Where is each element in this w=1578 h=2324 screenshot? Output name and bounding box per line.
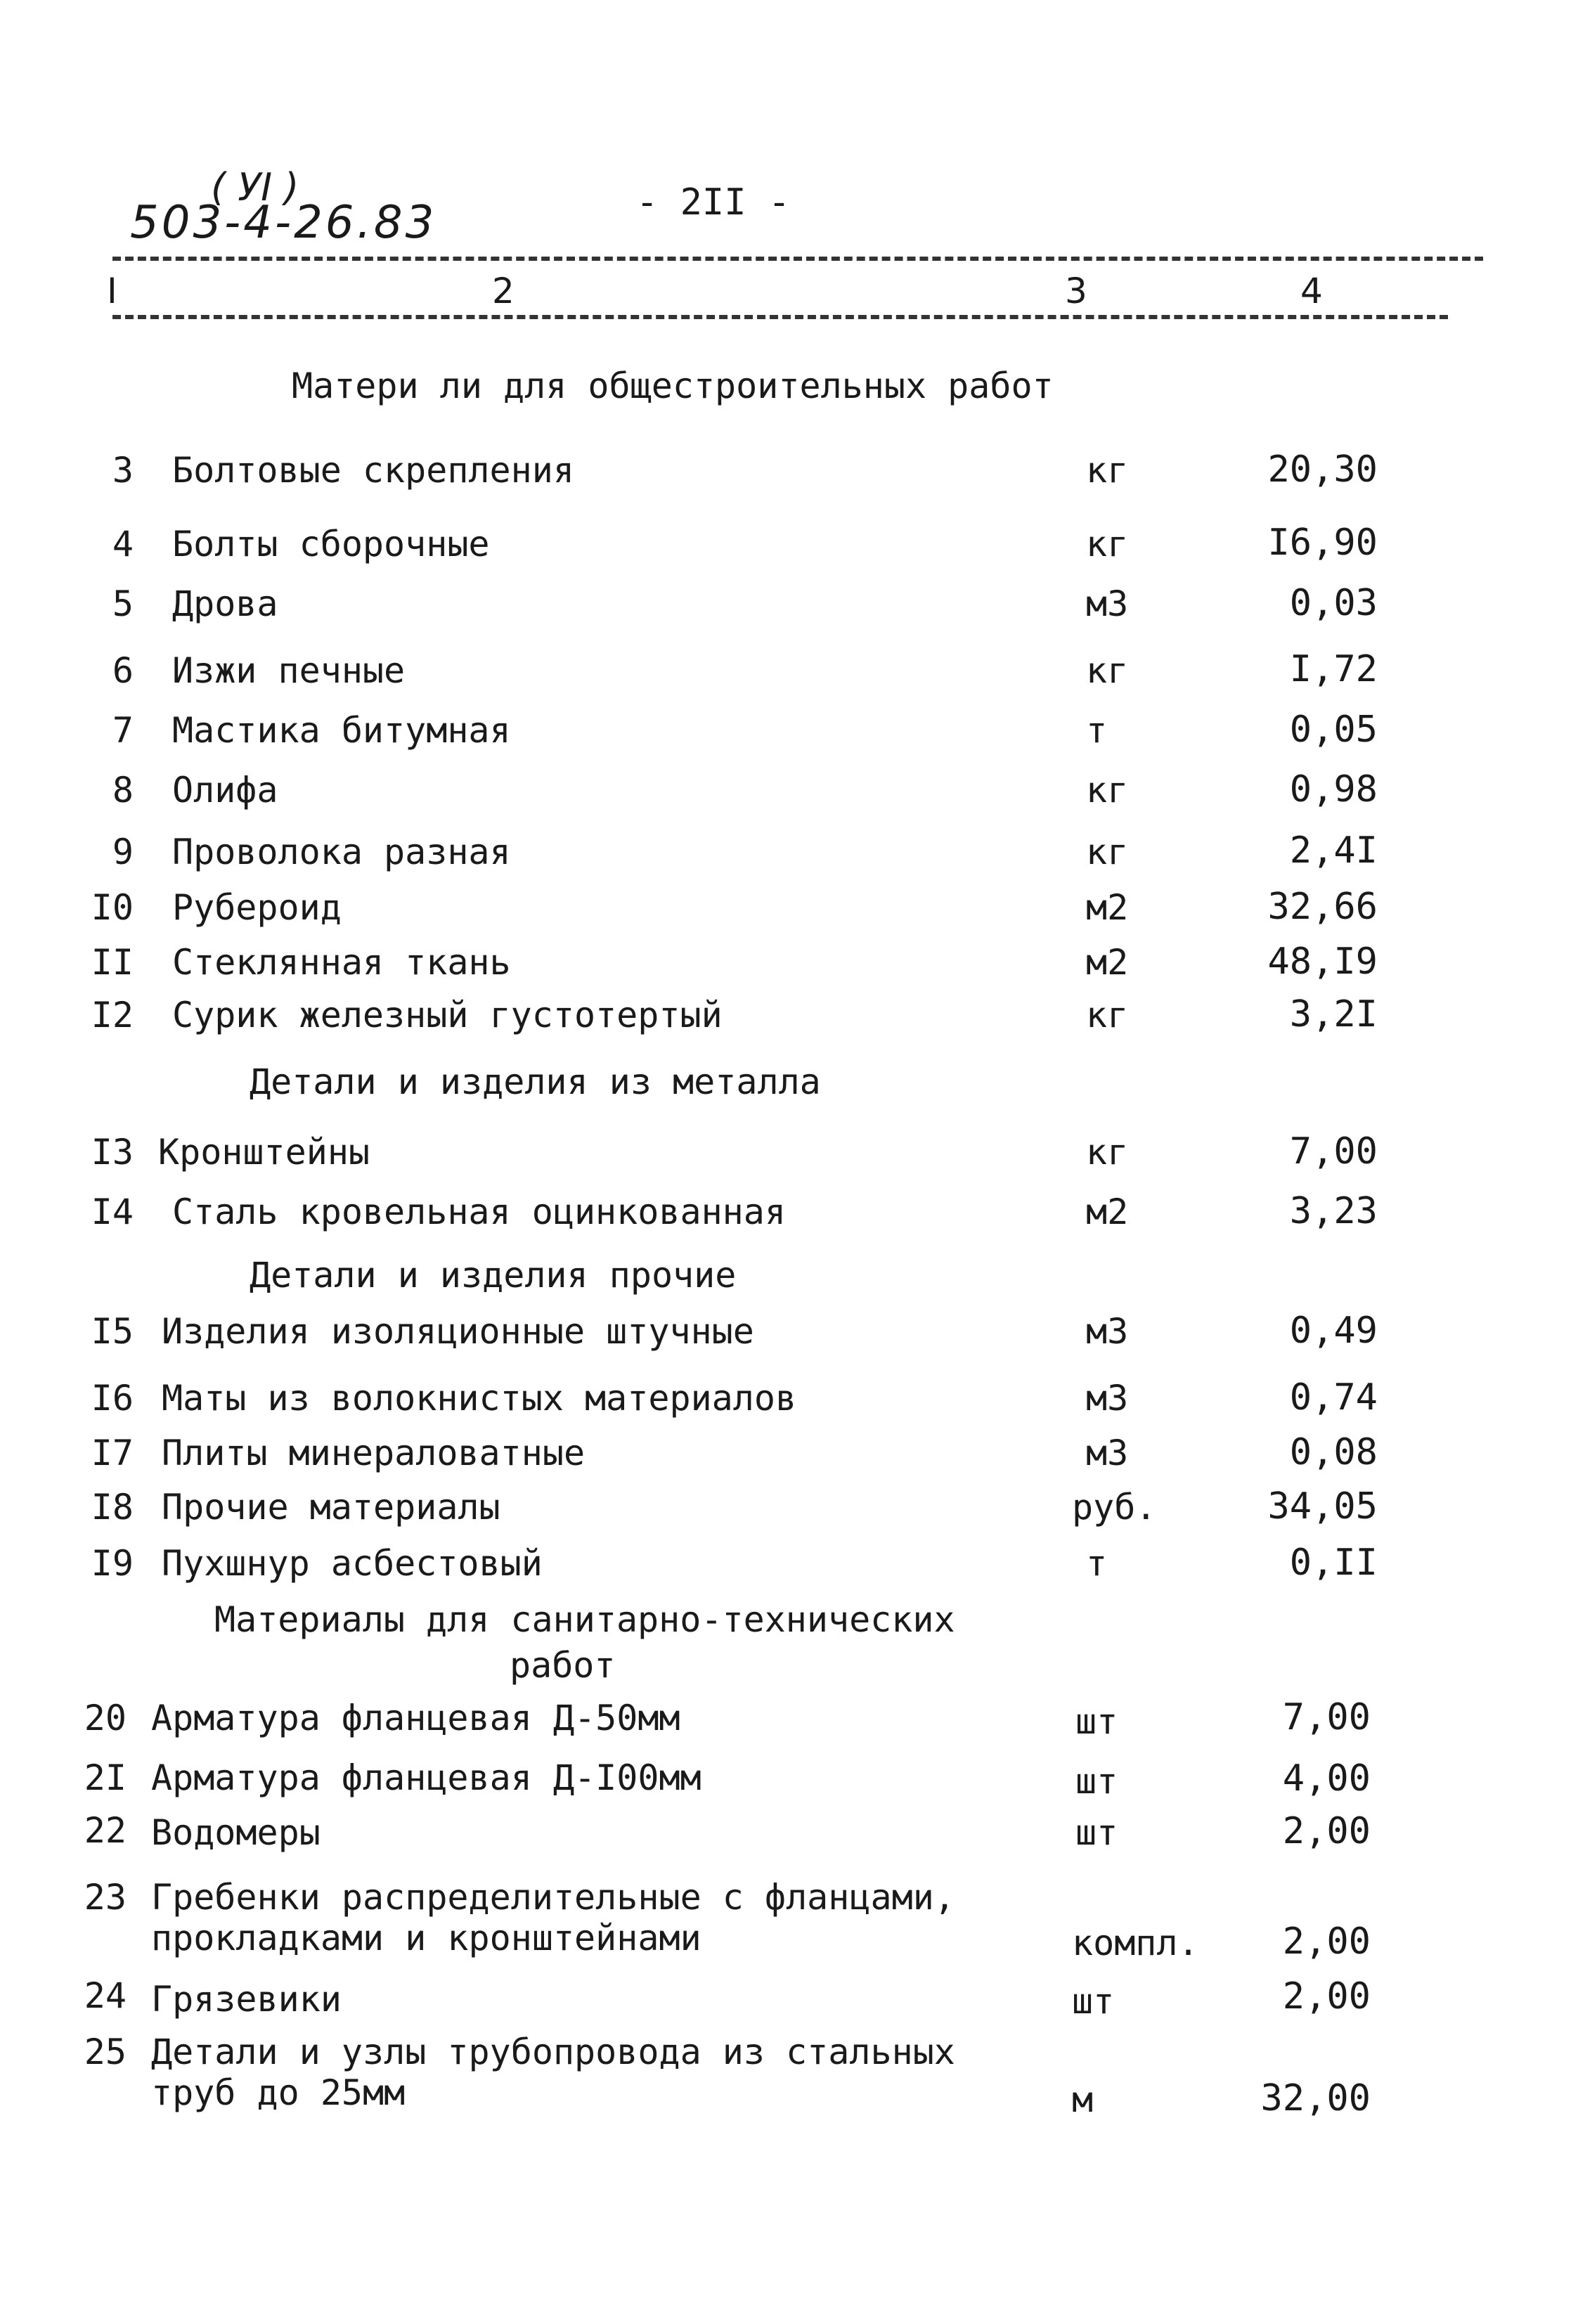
row-name: Плиты минераловатные <box>162 1433 586 1473</box>
row-quantity: 32,66 <box>1267 886 1378 928</box>
row-unit: кг <box>1086 1132 1129 1173</box>
row-number: I0 <box>91 887 134 928</box>
row-number: I8 <box>91 1487 134 1528</box>
row-quantity: 0,II <box>1289 1542 1378 1584</box>
section-heading: Детали и изделия из металла <box>250 1061 821 1102</box>
row-name: Сталь кровельная оцинкованная <box>172 1192 786 1232</box>
row-unit: шт <box>1075 1701 1118 1742</box>
row-number: I2 <box>91 995 134 1035</box>
row-number: I5 <box>91 1311 134 1352</box>
row-quantity: 2,00 <box>1282 1810 1371 1852</box>
column-header-3: 3 <box>1065 271 1087 311</box>
row-quantity: I,72 <box>1289 648 1378 690</box>
document-code: 503-4-26.83 <box>130 197 437 249</box>
row-quantity: I6,90 <box>1267 522 1378 564</box>
row-unit: кг <box>1086 524 1129 564</box>
row-name: Рубероид <box>172 887 342 928</box>
row-name: Маты из волокнистых материалов <box>162 1378 797 1419</box>
row-quantity: 34,05 <box>1267 1485 1378 1528</box>
row-name: Кронштейны <box>158 1132 370 1173</box>
row-number: 3 <box>112 450 134 491</box>
section-heading: Материалы для санитарно-технических <box>214 1599 955 1640</box>
row-quantity: 32,00 <box>1260 2077 1371 2119</box>
row-name-continued: прокладками и кронштейнами <box>151 1918 701 1958</box>
row-number: 6 <box>112 650 134 691</box>
row-unit: т <box>1086 1543 1108 1584</box>
row-quantity: 0,98 <box>1289 768 1378 811</box>
row-quantity: 2,00 <box>1282 1920 1371 1963</box>
page-number: - 2II - <box>636 181 791 224</box>
row-quantity: 0,03 <box>1289 582 1378 624</box>
row-quantity: 7,00 <box>1289 1130 1378 1173</box>
row-name: Грязевики <box>151 1979 342 2020</box>
row-quantity: 7,00 <box>1282 1696 1371 1738</box>
row-name: Дрова <box>172 583 278 624</box>
row-name: Сурик железный густотертый <box>172 995 723 1035</box>
row-number: II <box>91 942 134 983</box>
row-unit: м <box>1072 2079 1094 2120</box>
row-number: I6 <box>91 1378 134 1419</box>
row-name: Изделия изоляционные штучные <box>162 1311 754 1352</box>
row-number: I4 <box>91 1192 134 1232</box>
row-number: 22 <box>84 1810 127 1851</box>
row-unit: м2 <box>1086 942 1129 983</box>
row-number: 9 <box>112 832 134 872</box>
row-quantity: 2,4I <box>1289 829 1378 872</box>
row-quantity: 0,49 <box>1289 1310 1378 1352</box>
column-header-2: 2 <box>492 271 515 311</box>
row-number: 8 <box>112 770 134 811</box>
row-unit: кг <box>1086 450 1129 491</box>
row-name: Детали и узлы трубопровода из стальных <box>151 2032 955 2072</box>
row-unit: кг <box>1086 995 1129 1035</box>
row-unit: шт <box>1075 1812 1118 1853</box>
header-divider-top <box>112 257 1483 261</box>
column-header-1: I <box>107 271 117 311</box>
row-number: I9 <box>91 1543 134 1584</box>
row-quantity: 20,30 <box>1267 448 1378 491</box>
row-name: Прочие материалы <box>162 1487 500 1528</box>
row-number: 25 <box>84 2032 127 2072</box>
row-number: I3 <box>91 1132 134 1173</box>
row-unit: м2 <box>1086 887 1129 928</box>
section-heading: Матери ли для общестроительных работ <box>292 366 1054 406</box>
row-unit: кг <box>1086 832 1129 872</box>
row-unit: кг <box>1086 770 1129 811</box>
row-unit: компл. <box>1072 1923 1199 1963</box>
row-name: Пухшнур асбестовый <box>162 1543 543 1584</box>
row-name: Водомеры <box>151 1812 321 1853</box>
row-name: Изжи печные <box>172 650 406 691</box>
row-name: Олифа <box>172 770 278 811</box>
row-number: 2I <box>84 1757 127 1798</box>
row-name: Мастика битумная <box>172 710 511 751</box>
row-quantity: 3,2I <box>1289 993 1378 1035</box>
row-number: 23 <box>84 1877 127 1918</box>
row-quantity: 0,05 <box>1289 709 1378 751</box>
row-unit: м2 <box>1086 1192 1129 1232</box>
row-name: Болтовые скрепления <box>172 450 574 491</box>
row-name: Арматура фланцевая Д-I00мм <box>151 1757 701 1798</box>
row-unit: м3 <box>1086 583 1129 624</box>
row-name-continued: труб до 25мм <box>151 2072 406 2113</box>
row-unit: т <box>1086 710 1108 751</box>
row-quantity: 2,00 <box>1282 1975 1371 2018</box>
row-unit: м3 <box>1086 1311 1129 1352</box>
row-quantity: 3,23 <box>1289 1190 1378 1232</box>
row-quantity: 48,I9 <box>1267 941 1378 983</box>
row-number: 5 <box>112 583 134 624</box>
row-unit: кг <box>1086 650 1129 691</box>
row-unit: руб. <box>1072 1487 1157 1528</box>
row-unit: шт <box>1072 1981 1115 2022</box>
row-number: 7 <box>112 710 134 751</box>
row-number: 20 <box>84 1698 127 1738</box>
row-name: Проволока разная <box>172 832 511 872</box>
row-quantity: 0,74 <box>1289 1376 1378 1419</box>
row-quantity: 4,00 <box>1282 1757 1371 1800</box>
row-name: Арматура фланцевая Д-50мм <box>151 1698 680 1738</box>
row-number: I7 <box>91 1433 134 1473</box>
row-quantity: 0,08 <box>1289 1431 1378 1473</box>
row-unit: м3 <box>1086 1378 1129 1419</box>
row-name: Болты сборочные <box>172 524 490 564</box>
section-heading-continued: работ <box>510 1645 616 1686</box>
header-divider-bottom <box>112 315 1448 319</box>
row-unit: шт <box>1075 1761 1118 1802</box>
column-header-4: 4 <box>1300 271 1323 311</box>
row-name: Стеклянная ткань <box>172 942 511 983</box>
row-number: 24 <box>84 1975 127 2016</box>
row-name: Гребенки распределительные с фланцами, <box>151 1877 955 1918</box>
section-heading: Детали и изделия прочие <box>250 1255 737 1296</box>
document-subtitle: ( УI ) <box>211 165 299 209</box>
row-number: 4 <box>112 524 134 564</box>
row-unit: м3 <box>1086 1433 1129 1473</box>
